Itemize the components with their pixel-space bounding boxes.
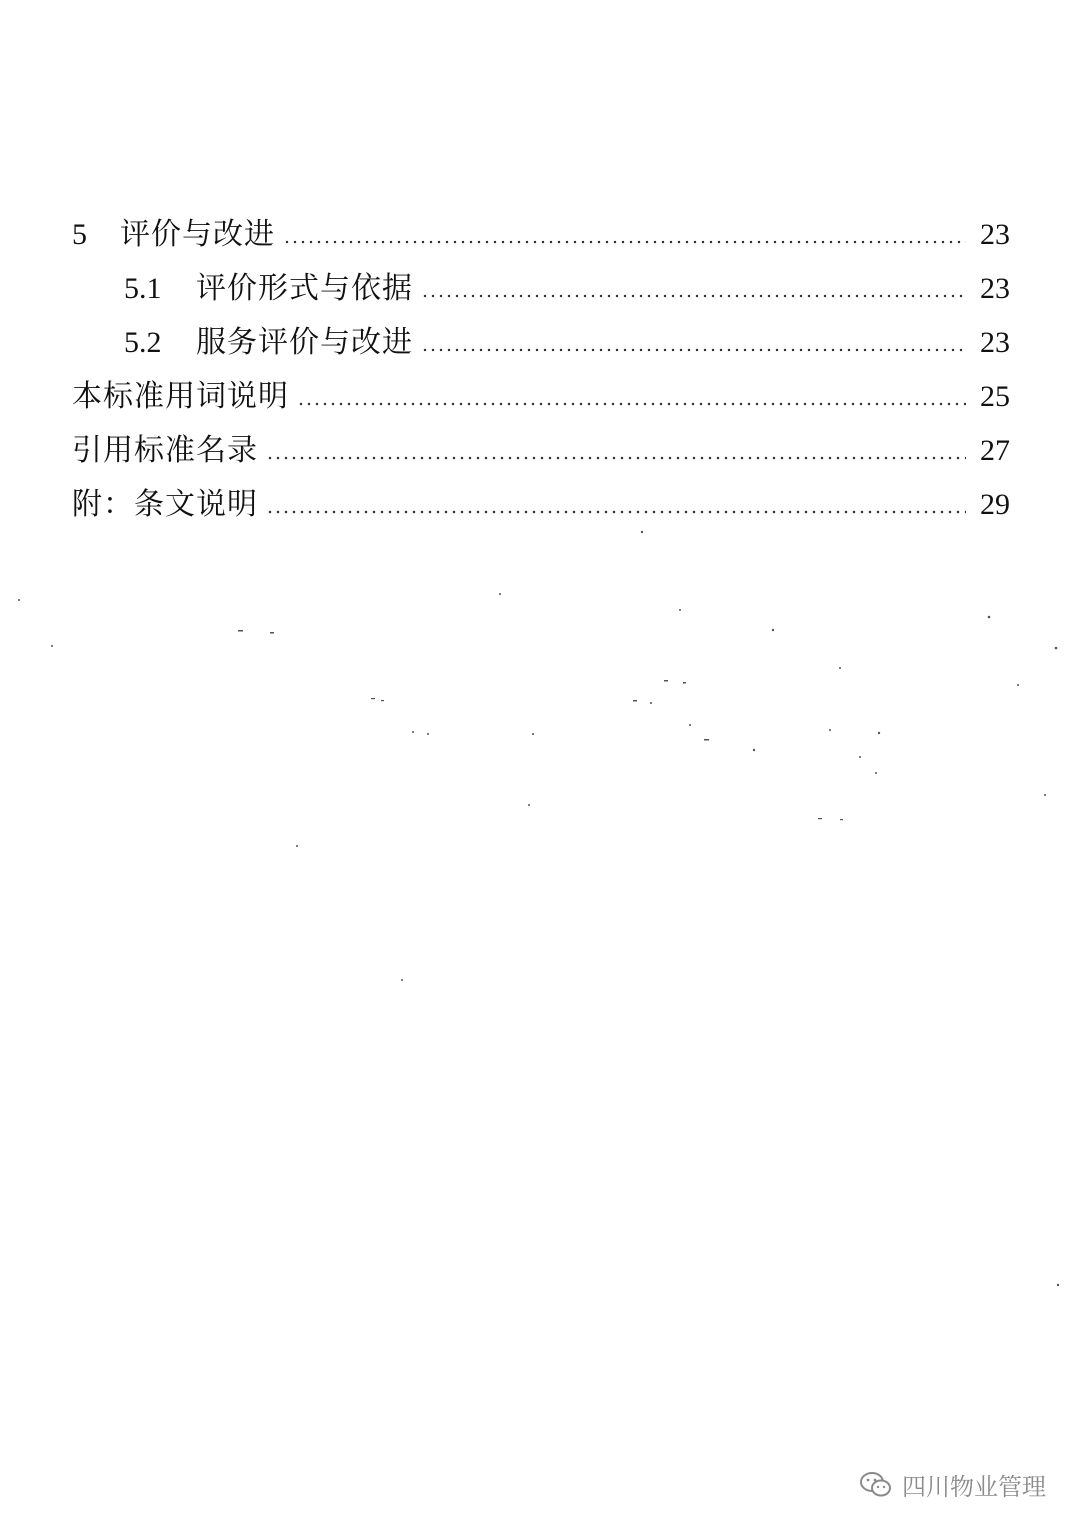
toc-entry-title: 附：条文说明 xyxy=(72,487,258,522)
dot-leader xyxy=(266,510,966,514)
toc-entry-title: 评价与改进 xyxy=(120,217,275,252)
toc-entry-page: 23 xyxy=(980,272,1010,305)
toc-entry-page: 27 xyxy=(980,434,1010,467)
toc-entry-page: 23 xyxy=(980,218,1010,251)
toc-entry-5-1[interactable] xyxy=(72,262,1010,316)
table-of-contents xyxy=(72,208,1010,532)
toc-entry-page: 23 xyxy=(980,326,1010,359)
wechat-icon xyxy=(858,1471,894,1499)
dot-leader xyxy=(297,402,966,406)
toc-entry-title: 服务评价与改进 xyxy=(196,325,413,360)
dot-leader xyxy=(266,456,966,460)
watermark xyxy=(858,1467,1046,1502)
toc-entry-explanation[interactable] xyxy=(72,478,1010,532)
toc-entry-number: 5.2 xyxy=(124,326,162,359)
toc-entry-5-2[interactable] xyxy=(72,316,1010,370)
toc-entry-number: 5.1 xyxy=(124,272,162,305)
toc-entry-references[interactable] xyxy=(72,424,1010,478)
watermark-text: 四川物业管理 xyxy=(902,1473,1046,1501)
toc-entry-page: 25 xyxy=(980,380,1010,413)
toc-entry-title: 评价形式与依据 xyxy=(196,271,413,306)
toc-entry-page: 29 xyxy=(980,488,1010,521)
dot-leader xyxy=(421,348,966,352)
dot-leader xyxy=(283,240,966,244)
toc-entry-5[interactable] xyxy=(72,208,1010,262)
toc-entry-title: 引用标准名录 xyxy=(72,433,258,468)
toc-entry-number: 5 xyxy=(72,218,87,251)
dot-leader xyxy=(421,294,966,298)
toc-entry-terms[interactable] xyxy=(72,370,1010,424)
toc-entry-title: 本标准用词说明 xyxy=(72,379,289,414)
